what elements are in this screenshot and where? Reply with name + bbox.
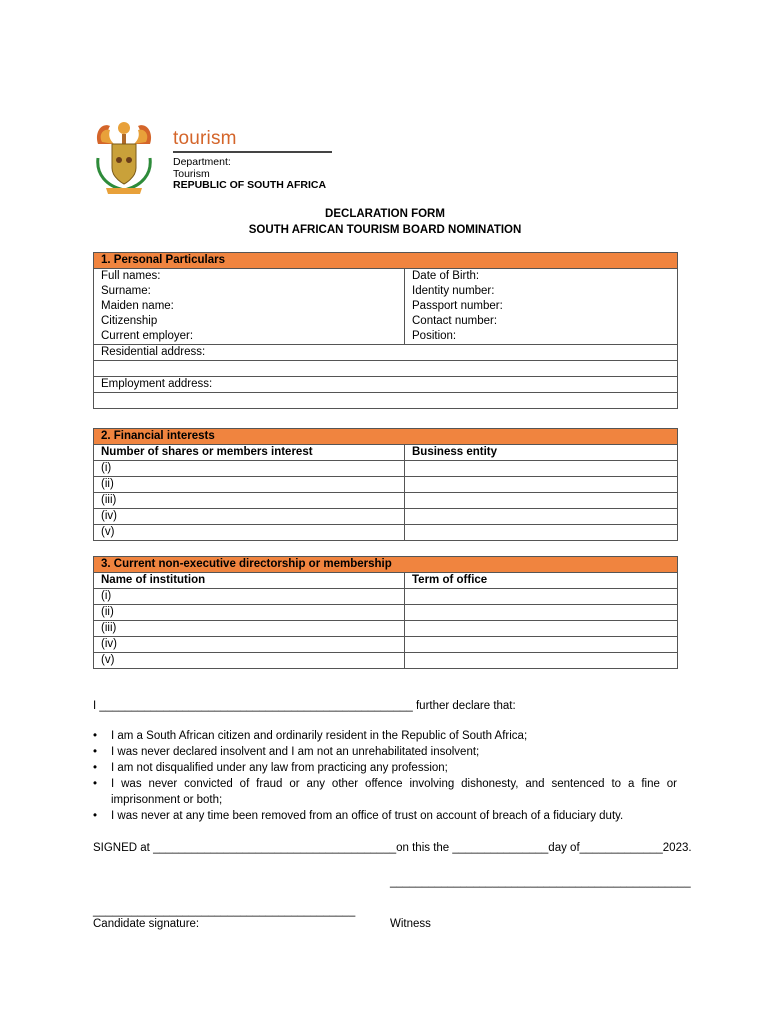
directorship-row-label[interactable]: (ii)	[94, 605, 405, 621]
financial-row-entity[interactable]	[405, 461, 678, 477]
brand-divider	[173, 151, 332, 153]
signed-at-line[interactable]: SIGNED at ______________________________________on this the _______________day of_____________2023.	[93, 842, 692, 854]
directorship-row-term[interactable]	[405, 605, 678, 621]
directorship-row-term[interactable]	[405, 637, 678, 653]
list-item: • I was never declared insolvent and I am not an unrehabilitated insolvent;	[93, 744, 677, 760]
directorship-row-label[interactable]: (iv)	[94, 637, 405, 653]
financial-row-label[interactable]: (v)	[94, 525, 405, 541]
surname-field[interactable]: Surname:	[94, 284, 405, 299]
brand-name: tourism	[173, 128, 237, 149]
financial-row-entity[interactable]	[405, 509, 678, 525]
dept-line-3: REPUBLIC OF SOUTH AFRICA	[173, 179, 327, 191]
directorship-row-label[interactable]: (i)	[94, 589, 405, 605]
directorship-row-term[interactable]	[405, 653, 678, 669]
list-item: • I am a South African citizen and ordinarily resident in the Republic of South Africa;	[93, 728, 677, 744]
financial-interests-table	[93, 428, 678, 541]
financial-row-label[interactable]: (i)	[94, 461, 405, 477]
witness-signature-line[interactable]: _______________________________________________	[390, 876, 691, 888]
directorship-row-label[interactable]: (iii)	[94, 621, 405, 637]
directorship-row-label[interactable]: (v)	[94, 653, 405, 669]
form-subtitle: SOUTH AFRICAN TOURISM BOARD NOMINATION	[248, 224, 522, 236]
financial-row-entity[interactable]	[405, 477, 678, 493]
dept-line-1: Department:	[173, 156, 231, 168]
position-field[interactable]: Position:	[405, 329, 678, 345]
identity-number-field[interactable]: Identity number:	[405, 284, 678, 299]
directorship-table	[93, 556, 678, 669]
employment-address-label: Employment address:	[94, 377, 678, 393]
section-3-heading: 3. Current non-executive directorship or membership	[94, 557, 678, 573]
list-item: • I was never at any time been removed from an office of trust on account of breach of a fiduciary duty.	[93, 808, 677, 824]
candidate-signature-label: Candidate signature:	[93, 918, 200, 930]
shares-column-header: Number of shares or members interest	[94, 445, 405, 461]
dept-line-2: Tourism	[173, 167, 210, 180]
current-employer-field[interactable]: Current employer:	[94, 329, 405, 345]
directorship-row-term[interactable]	[405, 589, 678, 605]
candidate-signature-line[interactable]: _________________________________________	[93, 905, 356, 917]
section-2-heading: 2. Financial interests	[94, 429, 678, 445]
list-item: • I was never convicted of fraud or any other offence involving dishonesty, and sentenced to a fine or imprisonment or both;	[93, 776, 677, 808]
personal-particulars-table	[93, 252, 678, 409]
term-column-header: Term of office	[405, 573, 678, 589]
financial-row-label[interactable]: (ii)	[94, 477, 405, 493]
business-entity-column-header: Business entity	[405, 445, 678, 461]
coat-of-arms-icon	[92, 114, 156, 196]
department-block	[173, 157, 326, 192]
list-item: • I am not disqualified under any law from practicing any profession;	[93, 760, 677, 776]
residential-address-field[interactable]	[94, 361, 678, 377]
directorship-row-term[interactable]	[405, 621, 678, 637]
financial-row-entity[interactable]	[405, 525, 678, 541]
financial-row-label[interactable]: (iii)	[94, 493, 405, 509]
declaration-line[interactable]: I _________________________________________________ further declare that:	[93, 700, 516, 712]
contact-number-field[interactable]: Contact number:	[405, 314, 678, 329]
institution-column-header: Name of institution	[94, 573, 405, 589]
header-logo	[92, 114, 352, 196]
maiden-name-field[interactable]: Maiden name:	[94, 299, 405, 314]
date-of-birth-field[interactable]: Date of Birth:	[405, 269, 678, 285]
passport-number-field[interactable]: Passport number:	[405, 299, 678, 314]
form-title: DECLARATION FORM	[325, 208, 445, 220]
witness-label: Witness	[390, 918, 431, 930]
employment-address-field[interactable]	[94, 393, 678, 409]
residential-address-label: Residential address:	[94, 345, 678, 361]
section-1-heading: 1. Personal Particulars	[94, 253, 678, 269]
citizenship-field[interactable]: Citizenship	[94, 314, 405, 329]
declaration-list	[93, 728, 677, 824]
financial-row-entity[interactable]	[405, 493, 678, 509]
financial-row-label[interactable]: (iv)	[94, 509, 405, 525]
full-names-field[interactable]: Full names:	[94, 269, 405, 285]
